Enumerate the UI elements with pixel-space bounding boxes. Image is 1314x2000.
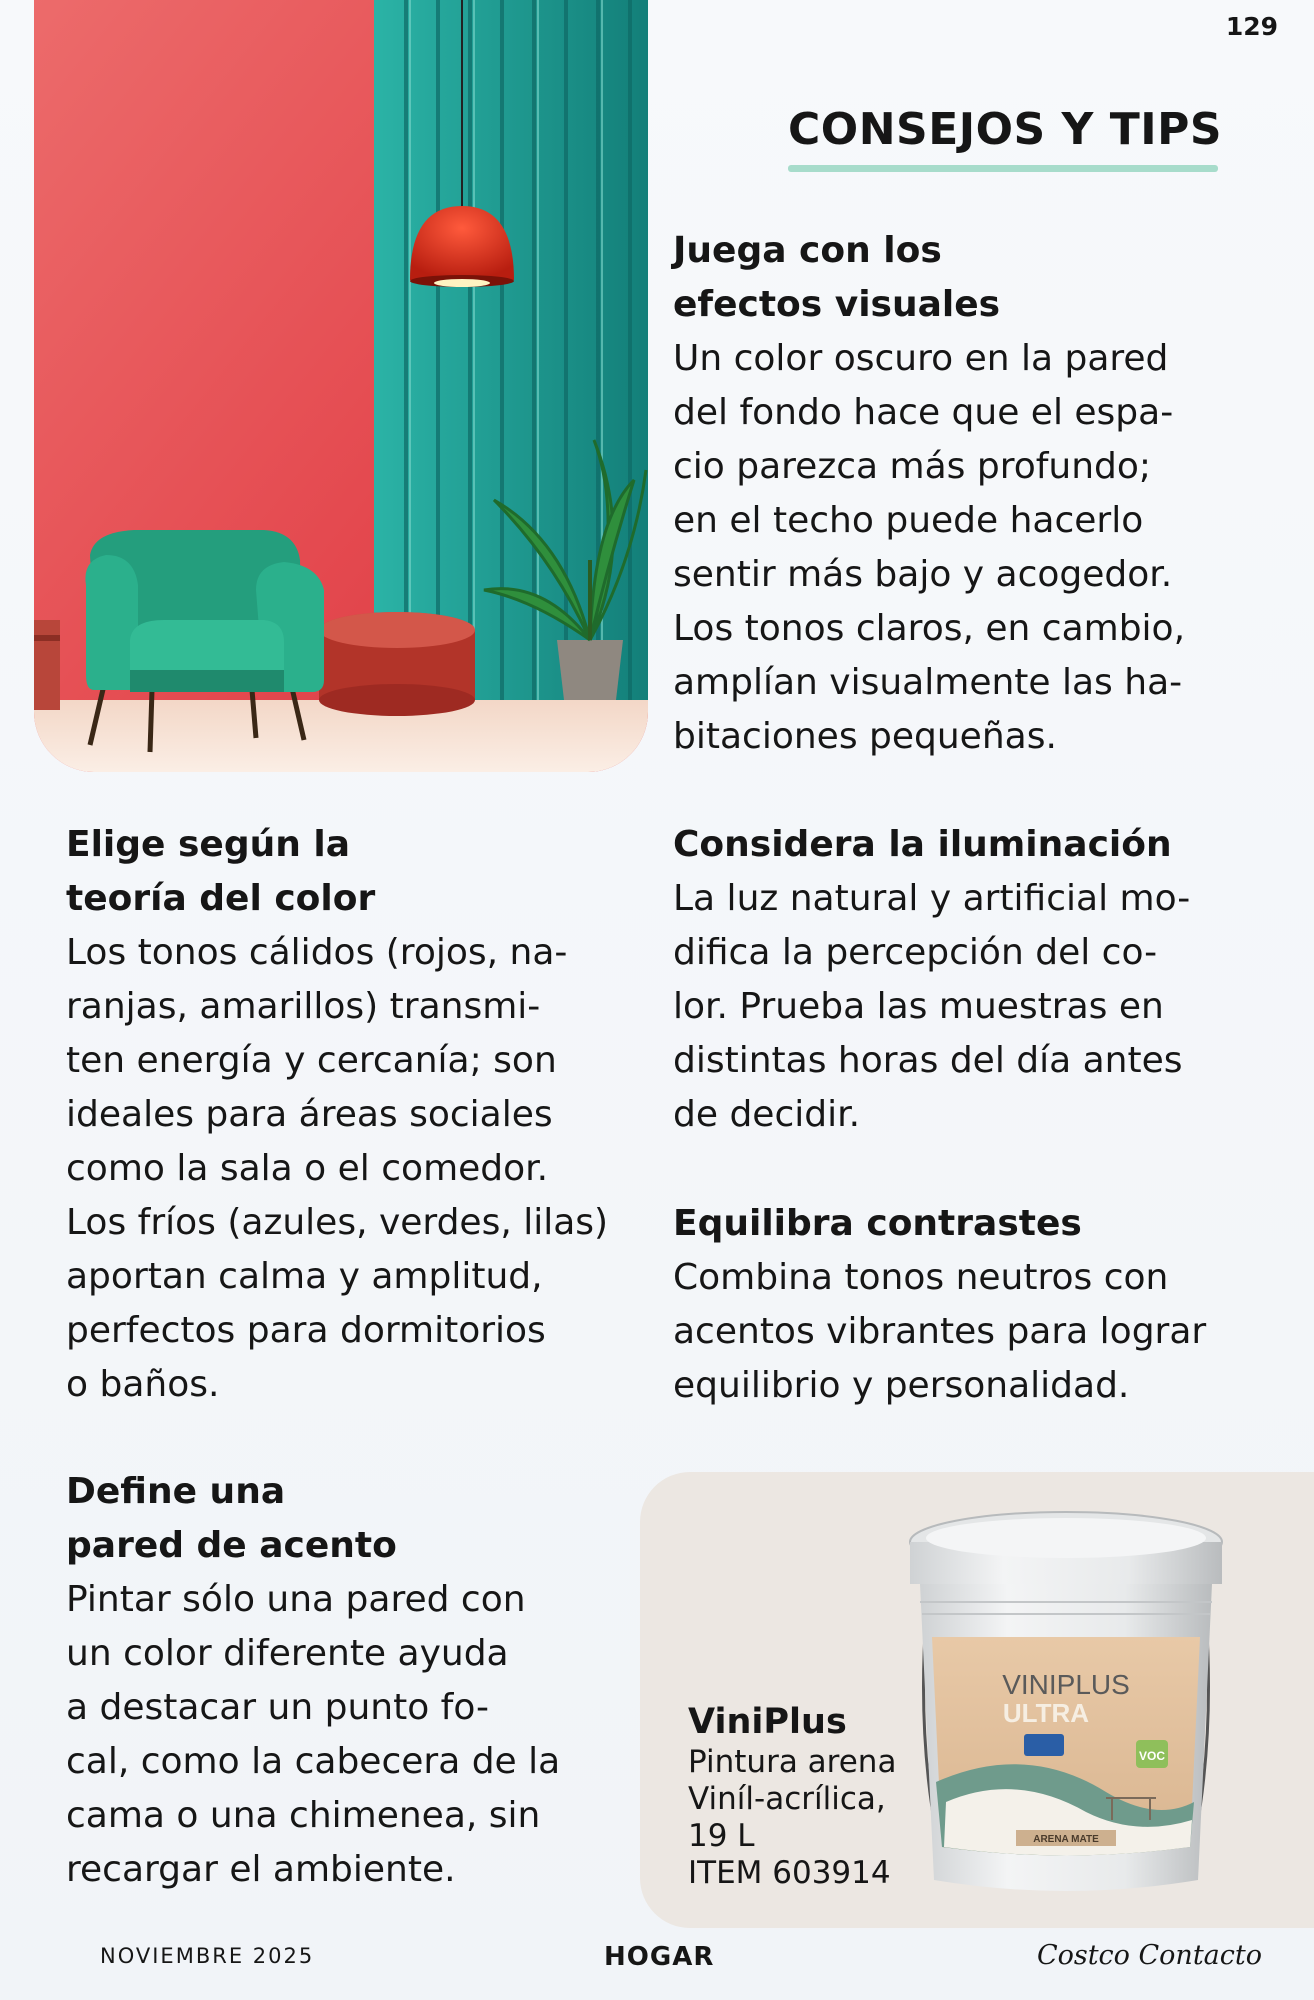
- tip-line: Combina tonos neutros con: [673, 1257, 1169, 1298]
- tip-title: [66, 818, 646, 926]
- tip-line: ideales para áreas sociales: [66, 1094, 553, 1135]
- footer-section-name: HOGAR: [604, 1942, 715, 1972]
- tip-line: un color diferente ayuda: [66, 1633, 509, 1674]
- tip-title-line: pared de acento: [66, 1525, 397, 1566]
- bucket-bottom-text: ARENA MATE: [1033, 1834, 1099, 1845]
- tip-line: cal, como la cabecera de la: [66, 1741, 561, 1782]
- tip-line: sentir más bajo y acogedor.: [673, 554, 1173, 595]
- tip-color-theory: [66, 818, 646, 1412]
- title-underline: [788, 165, 1218, 172]
- tip-title-line: Equilibra contrastes: [673, 1203, 1082, 1244]
- tip-line: lor. Prueba las muestras en: [673, 986, 1164, 1027]
- tip-line: a destacar un punto fo-: [66, 1687, 490, 1728]
- tip-title: [673, 224, 1273, 332]
- tip-title-line: teoría del color: [66, 878, 376, 919]
- tip-title: [66, 1465, 646, 1573]
- tip-line: de decidir.: [673, 1094, 861, 1135]
- tip-title-line: Elige según la: [66, 824, 351, 865]
- tip-line: La luz natural y artificial mo-: [673, 878, 1191, 919]
- section-header: [788, 104, 1223, 172]
- tip-line: difica la percepción del co-: [673, 932, 1158, 973]
- tip-line: Los tonos claros, en cambio,: [673, 608, 1186, 649]
- tip-line: Un color oscuro en la pared: [673, 338, 1169, 379]
- footer-brand-logo: Costco Contacto: [1036, 1940, 1262, 1971]
- tip-title: [673, 818, 1273, 872]
- bucket-sub-text: ULTRA: [1002, 1698, 1090, 1728]
- section-title: CONSEJOS Y TIPS: [788, 104, 1223, 155]
- tip-line: equilibrio y personalidad.: [673, 1365, 1130, 1406]
- product-description: Pintura arena: [688, 1744, 897, 1780]
- tip-visual-effects: [673, 224, 1273, 764]
- tip-line: cio parezca más profundo;: [673, 446, 1152, 487]
- bucket-brand-text: VINIPLUS: [1002, 1669, 1130, 1700]
- tip-line: como la sala o el comedor.: [66, 1148, 549, 1189]
- tip-line: distintas horas del día antes: [673, 1040, 1183, 1081]
- footer-date: NOVIEMBRE 2025: [100, 1944, 315, 1968]
- tip-line: Pintar sólo una pared con: [66, 1579, 526, 1620]
- tip-body: [673, 872, 1273, 1142]
- tip-line: Los tonos cálidos (rojos, na-: [66, 932, 568, 973]
- tip-title-line: efectos visuales: [673, 284, 1001, 325]
- tip-body: [673, 1251, 1273, 1413]
- tip-line: o baños.: [66, 1364, 220, 1405]
- tip-title-line: Define una: [66, 1471, 286, 1512]
- product-item-number: ITEM 603914: [688, 1855, 891, 1891]
- tip-body: [66, 926, 646, 1412]
- tip-line: cama o una chimenea, sin: [66, 1795, 541, 1836]
- tip-line: Los fríos (azules, verdes, lilas): [66, 1202, 609, 1243]
- tip-title: [673, 1197, 1273, 1251]
- paint-bucket-image: [906, 1502, 1226, 1902]
- tip-line: del fondo hace que el espa-: [673, 392, 1174, 433]
- product-card: [640, 1472, 1314, 1928]
- tip-accent-wall: [66, 1465, 646, 1897]
- tip-line: aportan calma y amplitud,: [66, 1256, 543, 1297]
- bucket-logo-badge: [1024, 1734, 1064, 1756]
- tip-line: perfectos para dormitorios: [66, 1310, 546, 1351]
- tip-body: [673, 332, 1273, 764]
- tip-line: acentos vibrantes para lograr: [673, 1311, 1207, 1352]
- product-description: Viníl-acrílica,: [688, 1781, 886, 1817]
- tip-title-line: Juega con los: [673, 230, 942, 271]
- hero-image: [34, 0, 648, 772]
- product-name: ViniPlus: [688, 1702, 847, 1742]
- bucket-voc-text: VOC: [1138, 1749, 1166, 1763]
- tip-line: ranjas, amarillos) transmi-: [66, 986, 541, 1027]
- tip-line: recargar el ambiente.: [66, 1849, 456, 1890]
- page-number: 129: [1225, 12, 1278, 41]
- tip-title-line: Considera la iluminación: [673, 824, 1172, 865]
- tip-lighting: [673, 818, 1273, 1142]
- tip-body: [66, 1573, 646, 1897]
- product-volume: 19 L: [688, 1818, 755, 1854]
- tip-contrast: [673, 1197, 1273, 1413]
- tip-line: amplían visualmente las ha-: [673, 662, 1183, 703]
- tip-line: bitaciones pequeñas.: [673, 716, 1057, 757]
- tip-line: en el techo puede hacerlo: [673, 500, 1144, 541]
- tip-line: ten energía y cercanía; son: [66, 1040, 557, 1081]
